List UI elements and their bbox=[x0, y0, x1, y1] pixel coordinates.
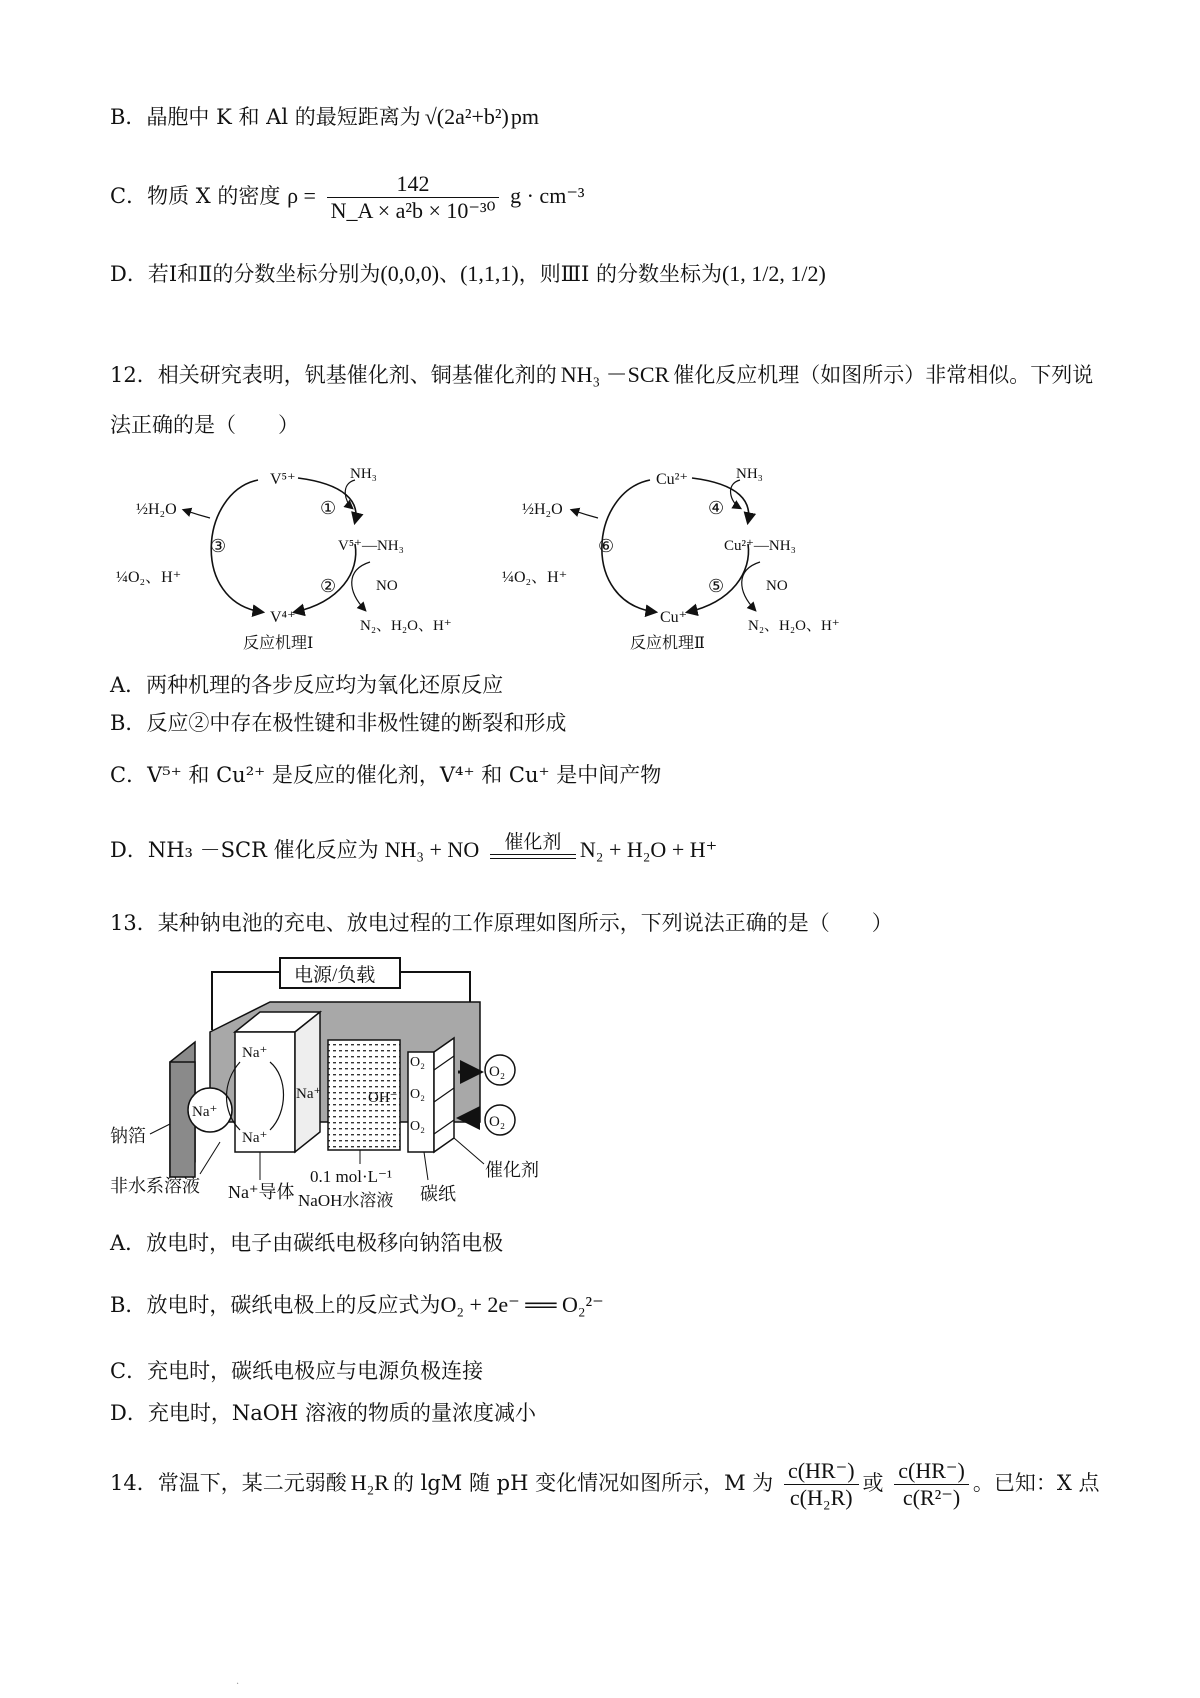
carbon-paper-label: 碳纸 bbox=[420, 1184, 456, 1204]
density-denominator: N_A × a²b × 10⁻³⁰ bbox=[330, 198, 496, 223]
option-text: 晶胞中 K 和 Al 的最短距离为 bbox=[146, 105, 421, 129]
stem-formula: NH₃ －SCR bbox=[560, 362, 670, 387]
option-label: B． bbox=[110, 1293, 147, 1317]
option-label: A． bbox=[110, 673, 147, 697]
equation-arrow bbox=[490, 830, 576, 873]
question-number: 12． bbox=[110, 363, 158, 387]
acid-formula: H₂R bbox=[350, 1470, 389, 1495]
option-label: C． bbox=[110, 184, 148, 208]
cu2-nh3: Cu²⁺—NH₃ bbox=[724, 538, 796, 554]
option-label: B． bbox=[110, 105, 147, 129]
equation-rhs: N₂ + H₂O + H⁺ bbox=[579, 837, 718, 862]
na-ion-foil: Na⁺ bbox=[192, 1104, 218, 1120]
na-ion-1: Na⁺ bbox=[242, 1045, 268, 1061]
option-text: 充电时，NaOH 溶液的物质的量浓度减小 bbox=[147, 1401, 536, 1425]
q13-option-d bbox=[110, 1398, 536, 1428]
caption-2: 反应机理Ⅱ bbox=[630, 635, 705, 652]
h2o-out-arrow bbox=[184, 510, 210, 518]
q12-stem-line1 bbox=[110, 360, 1093, 390]
q11-option-b bbox=[110, 102, 539, 132]
or-text: 或 bbox=[862, 1471, 884, 1495]
coord-2: (1,1,1) bbox=[460, 261, 519, 286]
h2o-out-arrow bbox=[572, 510, 598, 518]
stem-text: 常温下，某二元弱酸 bbox=[157, 1471, 347, 1495]
q12-option-d bbox=[110, 818, 717, 882]
o2-in: ¼O₂、H⁺ bbox=[502, 569, 568, 586]
o2-layer-3: O₂ bbox=[410, 1119, 425, 1134]
na-ion-3: Na⁺ bbox=[296, 1086, 322, 1102]
density-symbol: ρ = bbox=[287, 183, 316, 208]
unit: pm bbox=[510, 104, 539, 129]
q11-option-d bbox=[110, 252, 826, 296]
stem-text-b: 催化反应机理（如图所示）非常相似。下列说 bbox=[673, 363, 1094, 387]
option-text: 两种机理的各步反应均为氧化还原反应 bbox=[146, 673, 504, 697]
nh3-label: NH₃ bbox=[736, 466, 763, 482]
distance-formula: √(2a²+b²) bbox=[424, 104, 509, 129]
step-4: ④ bbox=[708, 498, 725, 518]
q12-stem-line2 bbox=[110, 410, 299, 440]
stem-text-b: 的 lgM 随 pH 变化情况如图所示，M 为 bbox=[392, 1471, 774, 1495]
density-unit: g · cm⁻³ bbox=[510, 183, 585, 208]
h2o-out: ½H₂O bbox=[522, 501, 563, 518]
mechanism-2 bbox=[502, 466, 840, 652]
step-3: ③ bbox=[210, 536, 227, 556]
cu1-bottom: Cu⁺ bbox=[660, 609, 688, 626]
naoh-conc-label: 0.1 mol·L⁻¹ bbox=[310, 1167, 393, 1186]
stem-text: 法正确的是（ ） bbox=[110, 413, 299, 437]
option-label: B． bbox=[110, 711, 147, 735]
o2-in: ¼O₂、H⁺ bbox=[116, 569, 182, 586]
option-text: V⁵⁺ 和 Cu²⁺ 是反应的催化剂，V⁴⁺ 和 Cu⁺ 是中间产物 bbox=[147, 763, 662, 787]
o2-out-label: O₂ bbox=[489, 1064, 506, 1080]
no-in-arrow bbox=[352, 562, 370, 610]
nh3-label: NH₃ bbox=[350, 466, 377, 482]
stem-text: 某种钠电池的充电、放电过程的工作原理如图所示，下列说法正确的是（ ） bbox=[157, 911, 893, 935]
conductor-side bbox=[295, 1012, 320, 1152]
option-label: A． bbox=[110, 1231, 147, 1255]
q13-option-c bbox=[110, 1356, 483, 1386]
option-label: C． bbox=[110, 763, 148, 787]
option-text: 物质 X 的密度 bbox=[147, 184, 281, 208]
ratio-1 bbox=[784, 1458, 859, 1511]
v5-nh3: V⁵⁺—NH₃ bbox=[338, 538, 404, 554]
cu2-top: Cu²⁺ bbox=[656, 471, 688, 488]
cathode-equation: O₂ + 2e⁻ ══ O₂²⁻ bbox=[440, 1292, 604, 1317]
footer-mark: . bbox=[236, 1676, 240, 1687]
q13-stem bbox=[110, 908, 893, 938]
option-label: D． bbox=[110, 1401, 148, 1425]
question-number: 13． bbox=[110, 911, 158, 935]
no-label: NO bbox=[766, 578, 788, 594]
na-ion-2: Na⁺ bbox=[242, 1130, 268, 1146]
leader-line bbox=[150, 1124, 170, 1134]
option-text: 充电时，碳纸电极应与电源负极连接 bbox=[147, 1359, 484, 1383]
oh-label: OH⁻ bbox=[368, 1090, 398, 1106]
catalyst-label: 催化剂 bbox=[485, 1160, 539, 1180]
nonaqueous-label: 非水系溶液 bbox=[110, 1176, 200, 1196]
o2-layer-2: O₂ bbox=[410, 1087, 425, 1102]
option-label: D． bbox=[110, 838, 148, 862]
option-text: NH₃ －SCR 催化反应为 bbox=[147, 838, 379, 862]
equation-lhs: NH₃ + NO bbox=[384, 837, 480, 862]
ratio-1-denominator: c(H₂R) bbox=[789, 1485, 853, 1510]
stem-text: 相关研究表明，钒基催化剂、铜基催化剂的 bbox=[157, 363, 557, 387]
density-fraction bbox=[327, 171, 500, 224]
o2-layer-1: O₂ bbox=[410, 1055, 425, 1070]
q11-option-c bbox=[110, 168, 585, 224]
ratio-1-numerator: c(HR⁻) bbox=[784, 1458, 859, 1485]
leader-line bbox=[200, 1142, 220, 1174]
separator: 、 bbox=[439, 262, 461, 286]
leader-line bbox=[454, 1138, 484, 1164]
density-numerator: 142 bbox=[327, 171, 500, 198]
option-text: 若Ⅰ和Ⅱ的分数坐标分别为 bbox=[147, 262, 381, 286]
v4-bottom: V⁴⁺ bbox=[270, 609, 296, 626]
naoh-label: NaOH水溶液 bbox=[298, 1191, 394, 1210]
o2-in-label: O₂ bbox=[489, 1114, 506, 1130]
step-6: ⑥ bbox=[598, 536, 615, 556]
v5-top: V⁵⁺ bbox=[270, 471, 296, 488]
ratio-2 bbox=[894, 1458, 969, 1511]
step-5: ⑤ bbox=[708, 576, 725, 596]
question-number: 14． bbox=[110, 1471, 158, 1495]
h2o-out: ½H₂O bbox=[136, 501, 177, 518]
coord-3: (1, 1/2, 1/2) bbox=[721, 261, 826, 286]
option-text: 放电时，电子由碳纸电极移向钠箔电极 bbox=[146, 1231, 504, 1255]
option-text: 放电时，碳纸电极上的反应式为 bbox=[146, 1293, 441, 1317]
q13-option-a bbox=[110, 1228, 503, 1258]
ratio-2-denominator: c(R²⁻) bbox=[902, 1485, 961, 1510]
caption-1: 反应机理Ⅰ bbox=[243, 635, 314, 652]
stem-text-c: 。已知：X 点 bbox=[972, 1471, 1100, 1495]
na-foil-label: 钠箔 bbox=[110, 1126, 146, 1146]
q12-option-a bbox=[110, 670, 503, 700]
q13-option-b bbox=[110, 1290, 604, 1320]
option-label: D． bbox=[110, 262, 148, 286]
leader-line bbox=[424, 1152, 428, 1180]
mechanism-1 bbox=[116, 466, 452, 652]
products-label: N₂、H₂O、H⁺ bbox=[748, 618, 840, 634]
products-label: N₂、H₂O、H⁺ bbox=[360, 618, 452, 634]
q12-option-b bbox=[110, 708, 566, 738]
no-label: NO bbox=[376, 578, 398, 594]
step-2: ② bbox=[320, 576, 337, 596]
q14-stem bbox=[110, 1452, 1099, 1514]
option-label: C． bbox=[110, 1359, 148, 1383]
step-1: ① bbox=[320, 498, 337, 518]
coord-1: (0,0,0) bbox=[380, 261, 440, 286]
battery-diagram bbox=[110, 952, 570, 1212]
na-conductor-label: Na⁺导体 bbox=[228, 1182, 295, 1202]
double-line bbox=[490, 854, 576, 859]
option-text: 反应②中存在极性键和非极性键的断裂和形成 bbox=[146, 711, 567, 735]
q12-option-c bbox=[110, 760, 661, 790]
equation-condition: 催化剂 bbox=[504, 831, 562, 853]
ratio-2-numerator: c(HR⁻) bbox=[894, 1458, 969, 1485]
power-load-label: 电源/负载 bbox=[294, 965, 376, 986]
option-text-mid: ，则ⅢI 的分数坐标为 bbox=[518, 262, 722, 286]
mechanism-diagrams bbox=[0, 462, 1200, 652]
